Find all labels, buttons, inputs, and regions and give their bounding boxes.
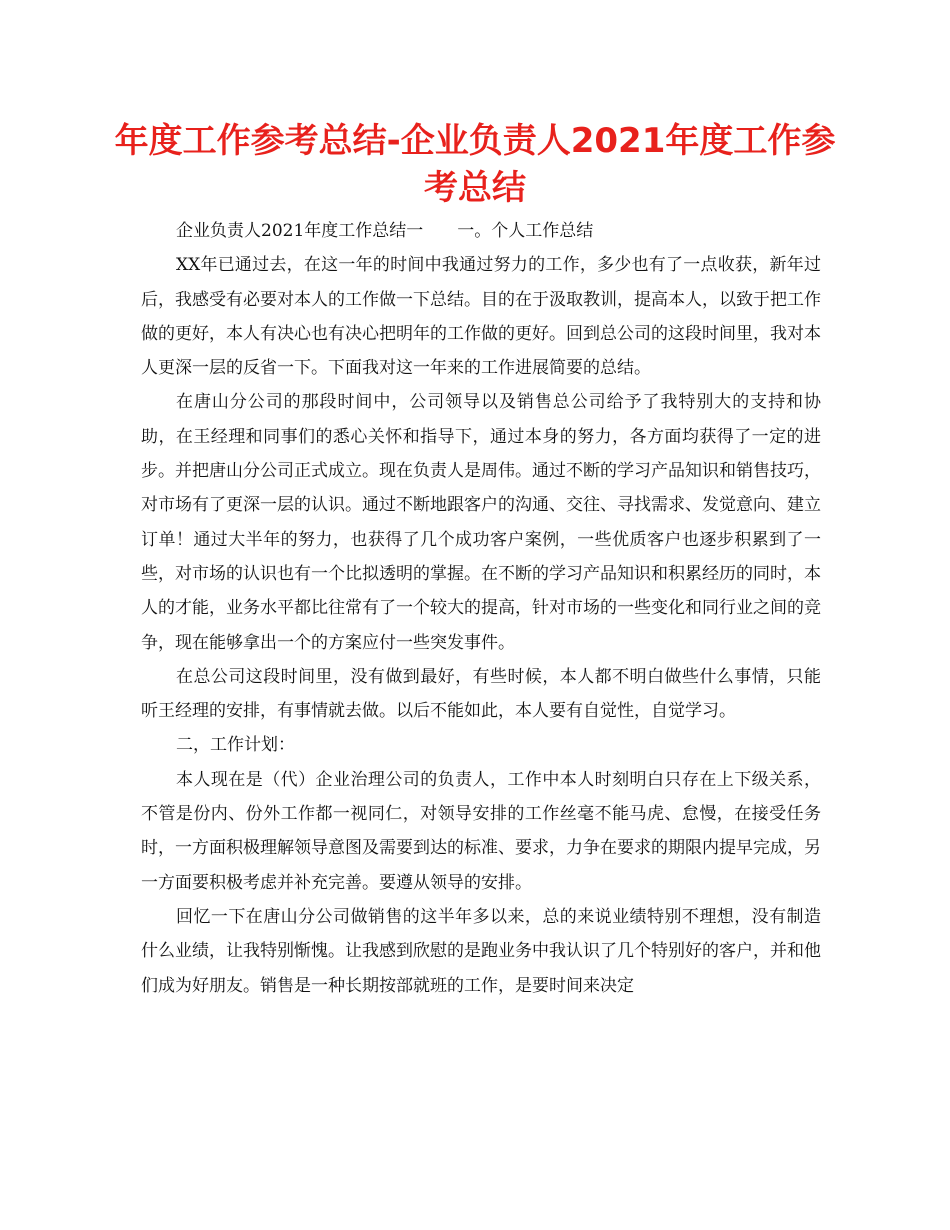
document-body — [141, 214, 821, 1003]
paragraph-work-plan-heading: 二，工作计划： — [176, 735, 295, 756]
paragraph-year-summary: XX年已通过去，在这一年的时间中我通过努力的工作，多少也有了一点收获，新年过后，我感受有必要对本人的工作做一下总结。目的在于汲取教训，提高本人，以致于把工作做的更好，本人有决心也有决心把明年的工作做的更好。回到总公司的这段时间里，我对本人更深一层的反省一下。下面我对这一年来的工作进展简要的总结。 — [141, 255, 821, 379]
document-title: 年度工作参考总结-企业负责人2021年度工作参考总结 — [114, 121, 836, 208]
paragraph-intro-heading: 企业负责人2021年度工作总结一 一。个人工作总结 — [176, 221, 594, 241]
paragraph-tangshan-branch: 在唐山分公司的那段时间中，公司领导以及销售总公司给予了我特别大的支持和协助，在王经理和同事们的悉心关怀和指导下，通过本身的努力，各方面均获得了一定的进步。并把唐山分公司正式成立。现在负责人是周伟。通过不断的学习产品知识和销售技巧，对市场有了更深一层的认识。通过不断地跟客户的沟通、交往、寻找需求、发觉意向、建立订单！通过大半年的努力，也获得了几个成功客户案例，一些优质客户也逐步积累到了一些，对市场的认识也有一个比拟透明的掌握。在不断的学习产品知识和积累经历的同时，本人的才能，业务水平都比往常有了一个较大的提高，针对市场的一些变化和同行业之间的竞争，现在能够拿出一个的方案应付一些突发事件。 — [141, 392, 821, 653]
paragraph-head-office: 在总公司这段时间里，没有做到最好，有些时候，本人都不明白做些什么事情，只能听王经理的安排，有事情就去做。以后不能如此，本人要有自觉性，自觉学习。 — [141, 666, 821, 722]
paragraph-sales-review: 回忆一下在唐山分公司做销售的这半年多以来，总的来说业绩特别不理想，没有制造什么业绩，让我特别惭愧。让我感到欣慰的是跑业务中我认识了几个特别好的客户，并和他们成为好朋友。销售是一种长期按部就班的工作，是要时间来决定 — [141, 906, 821, 996]
paragraph-current-role: 本人现在是（代）企业治理公司的负责人，工作中本人时刻明白只存在上下级关系，不管是份内、份外工作都一视同仁，对领导安排的工作丝毫不能马虎、怠慢，在接受任务时，一方面积极理解领导意图及需要到达的标准、要求，力争在要求的期限内提早完成，另一方面要积极考虑并补充完善。要遵从领导的安排。 — [141, 769, 821, 893]
